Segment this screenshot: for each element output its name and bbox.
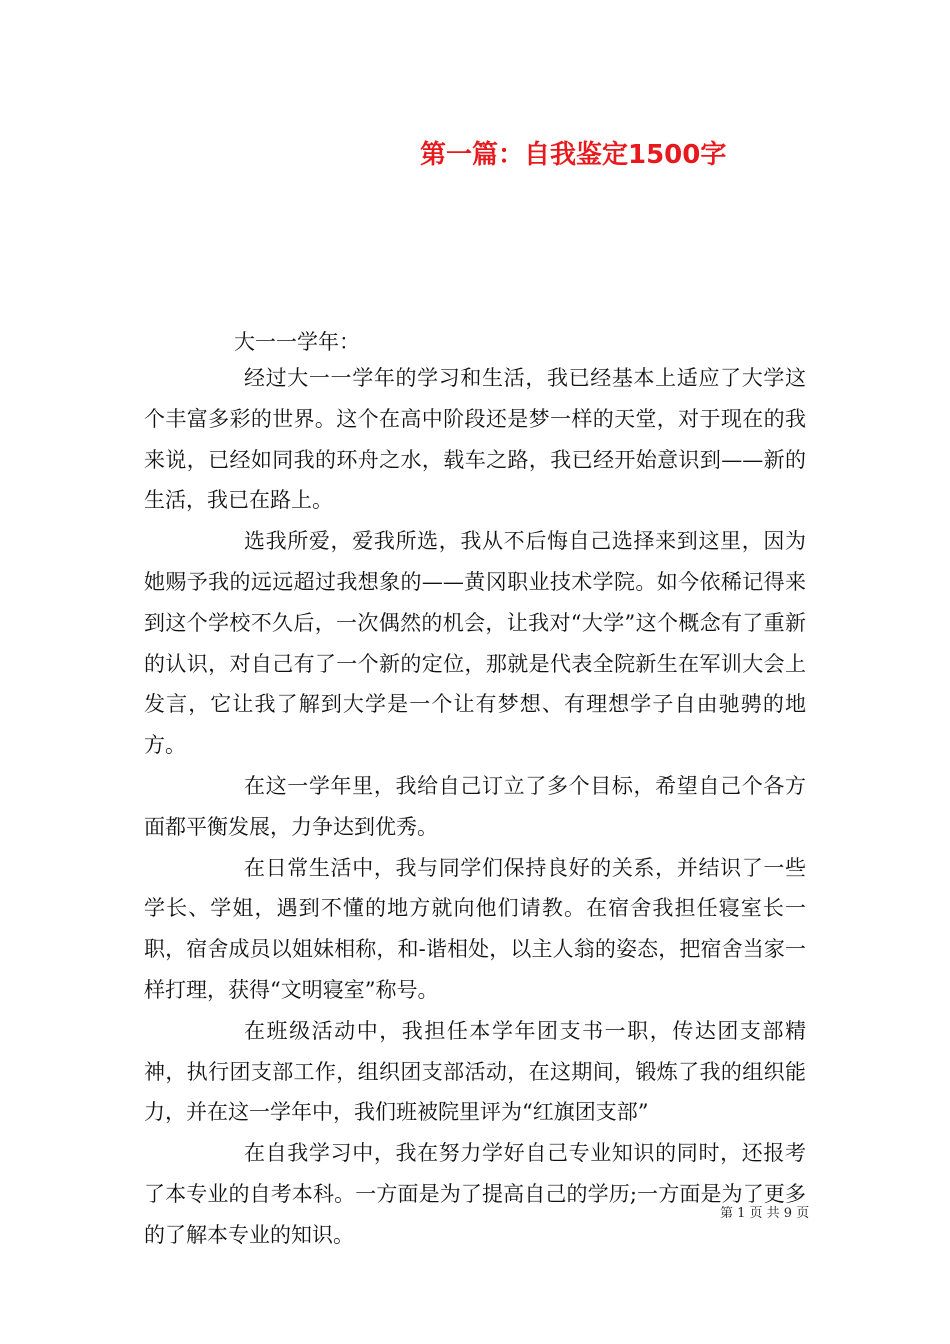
paragraph: 经过大一一学年的学习和生活，我已经基本上适应了大学这个丰富多彩的世界。这个在高中阶段还是梦一样的天堂，对于现在的我来说，已经如同我的环舟之水，载车之路，我已经开始意识到——新的生活，我已在路上。 (144, 366, 806, 513)
paragraph: 在日常生活中，我与同学们保持良好的关系，并结识了一些学长、学姐，遇到不懂的地方就向他们请教。在宿舍我担任寝室长一职，宿舍成员以姐妹相称，和-谐相处，以主人翁的姿态，把宿舍当家一样打理，获得“文明寝室”称号。 (144, 855, 806, 1002)
paragraph: 在班级活动中，我担任本学年团支书一职，传达团支部精神，执行团支部工作，组织团支部活动，在这期间，锻炼了我的组织能力，并在这一学年中，我们班被院里评为“红旗团支部” (144, 1018, 806, 1125)
body-text (144, 358, 806, 1256)
paragraph: 在这一学年里，我给自己订立了多个目标，希望自己个各方面都平衡发展，力争达到优秀。 (144, 773, 806, 839)
page-number-footer: 第 1 页 共 9 页 (720, 1206, 810, 1221)
section-heading: 大一一学年： (234, 330, 360, 354)
paragraph: 在自我学习中，我在努力学好自己专业知识的同时，还报考了本专业的自考本科。一方面是为了提高自己的学历;一方面是为了更多的了解本专业的知识。 (144, 1141, 806, 1247)
page-title: 第一篇：自我鉴定1500字 (420, 140, 727, 170)
paragraph: 选我所爱，爱我所选，我从不后悔自己选择来到这里，因为她赐予我的远远超过我想象的——黄冈职业技术学院。如今依稀记得来到这个学校不久后，一次偶然的机会，让我对“大学”这个概念有了重新的认识，对自己有了一个新的定位，那就是代表全院新生在军训大会上发言，它让我了解到大学是一个让有梦想、有理想学子自由驰骋的地方。 (144, 529, 806, 758)
